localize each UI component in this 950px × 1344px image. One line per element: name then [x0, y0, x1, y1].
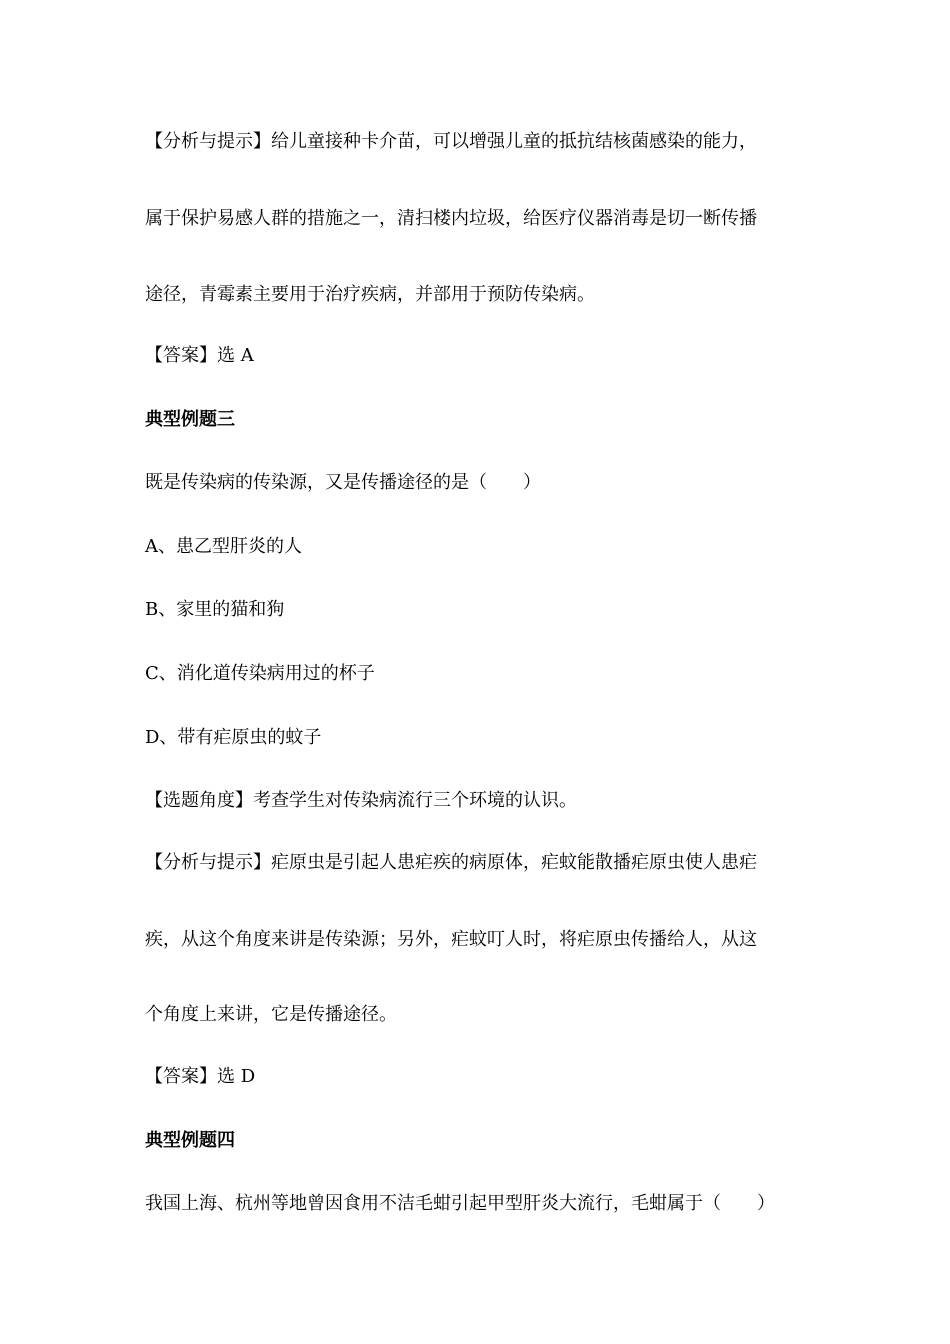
example3-analysis-line-1: 【分析与提示】疟原虫是引起人患疟疾的病原体，疟蚊能散播疟原虫使人患疟	[145, 852, 757, 873]
example3-option-b: B、家里的猫和狗	[145, 599, 285, 620]
example4-heading: 典型例题四	[145, 1130, 235, 1151]
example3-analysis-line-2: 疾，从这个角度来讲是传染源；另外，疟蚊叮人时，将疟原虫传播给人，从这	[145, 929, 757, 950]
example3-option-a: A、患乙型肝炎的人	[145, 536, 302, 557]
example2-analysis-line-2: 属于保护易感人群的措施之一，清扫楼内垃圾，给医疗仪器消毒是切一断传播	[145, 208, 757, 229]
example4-question: 我国上海、杭州等地曾因食用不洁毛蚶引起甲型肝炎大流行，毛蚶属于（ ）	[145, 1193, 775, 1214]
example3-answer: 【答案】选 D	[145, 1066, 256, 1087]
example2-analysis-line-1: 【分析与提示】给儿童接种卡介苗，可以增强儿童的抵抗结核菌感染的能力，	[145, 131, 757, 152]
example2-analysis-line-3: 途径，青霉素主要用于治疗疾病，并部用于预防传染病。	[145, 284, 595, 305]
example3-option-c: C、消化道传染病用过的杯子	[145, 663, 375, 684]
example3-question: 既是传染病的传染源，又是传播途径的是（ ）	[145, 472, 541, 493]
example2-answer: 【答案】选 A	[145, 345, 254, 366]
example3-heading: 典型例题三	[145, 409, 235, 430]
example3-angle: 【选题角度】考查学生对传染病流行三个环境的认识。	[145, 790, 577, 811]
example3-analysis-line-3: 个角度上来讲，它是传播途径。	[145, 1004, 397, 1025]
example3-option-d: D、带有疟原虫的蚊子	[145, 727, 322, 748]
